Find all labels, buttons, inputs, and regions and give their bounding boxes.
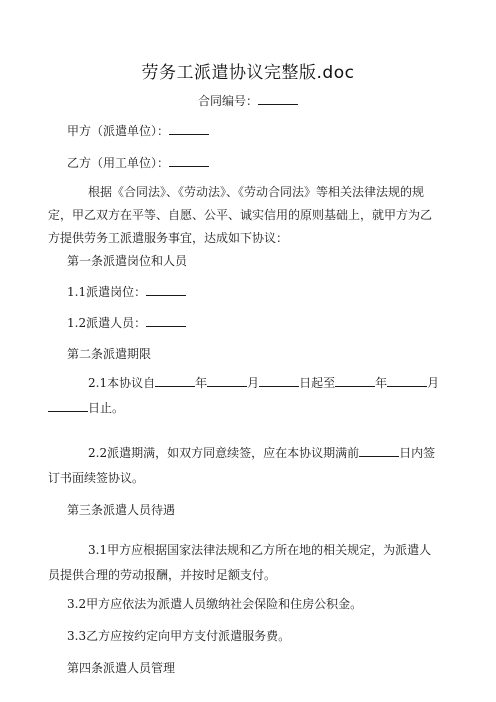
contract-number-line bbox=[0, 92, 496, 109]
preamble-paragraph: 根据《合同法》、《劳动法》、《劳动合同法》等相关法律法规的规定，甲乙双方在平等、自愿、公平、诚实信用的原则基础上，就甲方为乙方提供劳务工派遣服务事宜，达成如下协议： bbox=[48, 185, 433, 245]
article-1-2-blank bbox=[146, 314, 186, 327]
article-1-2 bbox=[67, 311, 435, 335]
article-3-3: 3.3乙方应按约定向甲方支付派遣服务费。 bbox=[67, 629, 291, 643]
party-a-label: 甲方（派遣单位）： bbox=[67, 124, 170, 138]
end-day-label: 日止。 bbox=[88, 401, 125, 415]
end-year-label: 年 bbox=[375, 376, 388, 390]
article-2-1-text: 2.1本协议自 bbox=[88, 376, 156, 390]
article-2-title: 第二条派遣期限 bbox=[67, 347, 152, 361]
article-2-2-text-b: 日内签订书面续签协议。 bbox=[48, 446, 436, 485]
end-day-blank bbox=[48, 399, 88, 412]
contract-number-label: 合同编号： bbox=[197, 94, 258, 108]
party-b-line bbox=[67, 151, 435, 175]
party-b-label: 乙方（用工单位）： bbox=[67, 156, 170, 170]
article-4-title: 第四条派遣人员管理 bbox=[67, 661, 176, 675]
document-title: 劳务工派遣协议完整版.doc bbox=[141, 63, 355, 83]
article-1-1-text: 1.1派遣岗位： bbox=[67, 285, 147, 299]
article-2-2-text-a: 2.2派遣期满，如双方同意续签，应在本协议期满前 bbox=[88, 446, 360, 460]
start-month-blank bbox=[207, 374, 247, 387]
renewal-days-blank bbox=[359, 444, 399, 457]
contract-number-blank bbox=[258, 92, 298, 105]
article-2-1 bbox=[48, 371, 443, 421]
start-day-label: 日起至 bbox=[299, 376, 336, 390]
start-day-blank bbox=[259, 374, 299, 387]
article-1-1-blank bbox=[146, 283, 186, 296]
start-year-blank bbox=[155, 374, 195, 387]
article-3-1: 3.1甲方应根据国家法律法规和乙方所在地的相关规定，为派遣人员提供合理的劳动报酬，并按时足额支付。 bbox=[48, 543, 432, 582]
article-1-1 bbox=[67, 280, 435, 304]
article-3-title: 第三条派遣人员待遇 bbox=[67, 503, 176, 517]
article-3-2: 3.2甲方应依法为派遣人员缴纳社会保险和住房公积金。 bbox=[67, 597, 363, 611]
end-month-label: 月 bbox=[427, 376, 440, 390]
article-1-title: 第一条派遣岗位和人员 bbox=[67, 254, 188, 268]
start-year-label: 年 bbox=[195, 376, 208, 390]
start-month-label: 月 bbox=[247, 376, 260, 390]
party-a-line bbox=[67, 119, 435, 143]
party-a-blank bbox=[169, 122, 209, 135]
article-1-2-text: 1.2派遣人员： bbox=[67, 316, 147, 330]
end-month-blank bbox=[387, 374, 427, 387]
end-year-blank bbox=[335, 374, 375, 387]
article-2-2 bbox=[48, 441, 443, 491]
party-b-blank bbox=[169, 154, 209, 167]
